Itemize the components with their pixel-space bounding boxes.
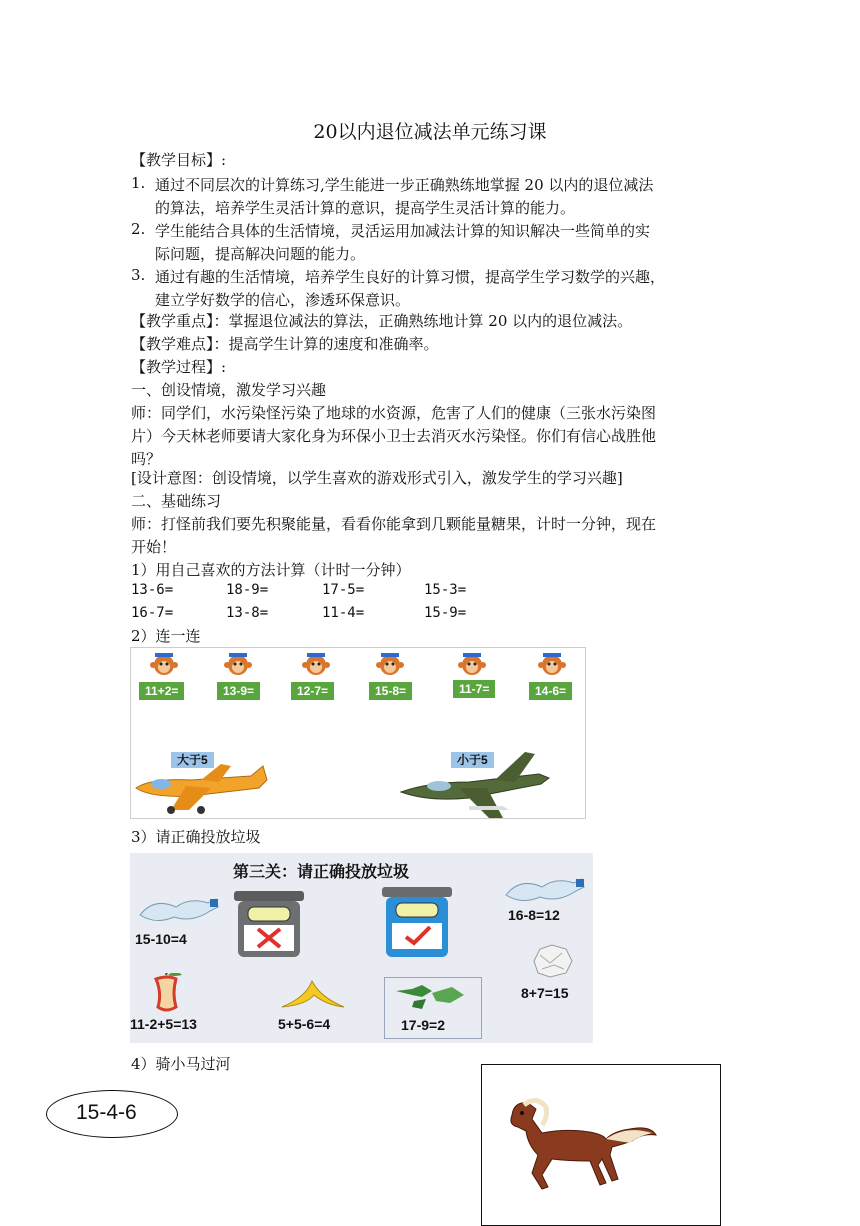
goal-3-num: 3. (131, 266, 146, 284)
teacher-line-3: 吗？ (131, 450, 162, 468)
teacher-line-1: 师：同学们，水污染怪污染了地球的水资源，危害了人们的健康（三张水污染图 (131, 404, 657, 422)
goal-1-num: 1. (131, 174, 146, 192)
equation-card: 11-7= (453, 680, 495, 698)
garbage-banner: 第三关：请正确投放垃圾 (233, 864, 410, 881)
exercise-1-title: 1）用自己喜欢的方法计算（计时一分钟） (131, 561, 411, 579)
teacher2-line-1: 师：打怪前我们要先积聚能量，看看你能拿到几颗能量糖果，计时一分钟，现在 (131, 515, 657, 533)
broken-bottle-icon (392, 981, 468, 1011)
calc-item: 15-9= (424, 605, 467, 621)
exercise-3-title: 3）请正确投放垃圾 (131, 828, 261, 846)
equation-card: 13-9= (217, 682, 260, 700)
paper-ball-icon (528, 943, 576, 979)
teacher-line-2: 片）今天林老师要请大家化身为环保小卫士去消灭水污染怪。你们有信心战胜他 (131, 427, 657, 445)
blue-bin-icon (374, 883, 460, 959)
equation-card: 12-7= (291, 682, 334, 700)
banana-peel-icon (276, 977, 348, 1013)
monkey-icon (221, 650, 255, 680)
garbage-sorting-image (130, 853, 593, 1043)
garbage-equation: 8+7=15 (521, 985, 569, 1001)
exercise-4-title: 4）骑小马过河 (131, 1055, 231, 1073)
garbage-equation: 17-9=2 (401, 1017, 445, 1033)
apple-core-icon (142, 973, 194, 1015)
section-1-heading: 一、创设情境，激发学习兴趣 (131, 381, 327, 399)
river-stone-equation: 15-4-6 (76, 1101, 137, 1124)
page-title: 20以内退位减法单元练习课 (313, 121, 547, 143)
monkey-icon (299, 650, 333, 680)
calc-item: 17-5= (322, 582, 365, 598)
horse-icon (502, 1095, 662, 1195)
goal-1-line-1: 通过不同层次的计算练习,学生能进一步正确熟练地掌握 20 以内的退位减法 (155, 176, 654, 194)
monkey-icon (535, 650, 569, 680)
goal-3-line-1: 通过有趣的生活情境，培养学生良好的计算习惯，提高学生学习数学的兴趣， (155, 268, 666, 286)
garbage-equation: 11-2+5=13 (130, 1016, 197, 1032)
calc-item: 18-9= (226, 582, 269, 598)
process-heading: 【教学过程】: (131, 358, 227, 376)
goals-heading: 【教学目标】: (131, 151, 227, 169)
gray-bin-icon (226, 887, 312, 959)
teacher2-line-2: 开始！ (131, 538, 177, 556)
crushed-bottle-icon (136, 893, 220, 927)
less-than-label: 小于5 (451, 752, 494, 768)
equation-card: 14-6= (529, 682, 572, 700)
goal-3-line-2: 建立学好数学的信心，渗透环保意识。 (155, 291, 411, 309)
monkey-icon (373, 650, 407, 680)
monkey-icon (455, 650, 489, 680)
greater-than-label: 大于5 (171, 752, 214, 768)
garbage-equation: 16-8=12 (508, 907, 560, 923)
goal-2-line-2: 际问题，提高解决问题的能力。 (155, 245, 366, 263)
key-point: 【教学重点】：掌握退位减法的算法，正确熟练地计算 20 以内的退位减法。 (131, 312, 633, 330)
matching-exercise-image (130, 647, 586, 819)
yellow-plane-icon (131, 758, 271, 818)
garbage-equation: 15-10=4 (135, 931, 187, 947)
monkey-icon (147, 650, 181, 680)
calc-item: 15-3= (424, 582, 467, 598)
garbage-equation: 5+5-6=4 (278, 1016, 331, 1032)
exercise-2-title: 2）连一连 (131, 627, 201, 645)
calc-item: 13-8= (226, 605, 269, 621)
horse-image-frame (481, 1064, 721, 1226)
calc-item: 13-6= (131, 582, 174, 598)
green-jet-icon (399, 748, 551, 819)
equation-card: 15-8= (369, 682, 412, 700)
goal-2-num: 2. (131, 220, 146, 238)
calc-item: 16-7= (131, 605, 174, 621)
goal-1-line-2: 的算法，培养学生灵活计算的意识，提高学生灵活计算的能力。 (155, 199, 576, 217)
design-note: [设计意图：创设情境，以学生喜欢的游戏形式引入，激发学生的学习兴趣] (131, 469, 623, 487)
calc-item: 11-4= (322, 605, 365, 621)
goal-2-line-1: 学生能结合具体的生活情境，灵活运用加减法计算的知识解决一些简单的实 (155, 222, 651, 240)
equation-card: 11+2= (139, 682, 184, 700)
section-2-heading: 二、基础练习 (131, 492, 222, 510)
crushed-bottle-icon (502, 873, 586, 907)
difficulty: 【教学难点】：提高学生计算的速度和准确率。 (131, 335, 439, 353)
